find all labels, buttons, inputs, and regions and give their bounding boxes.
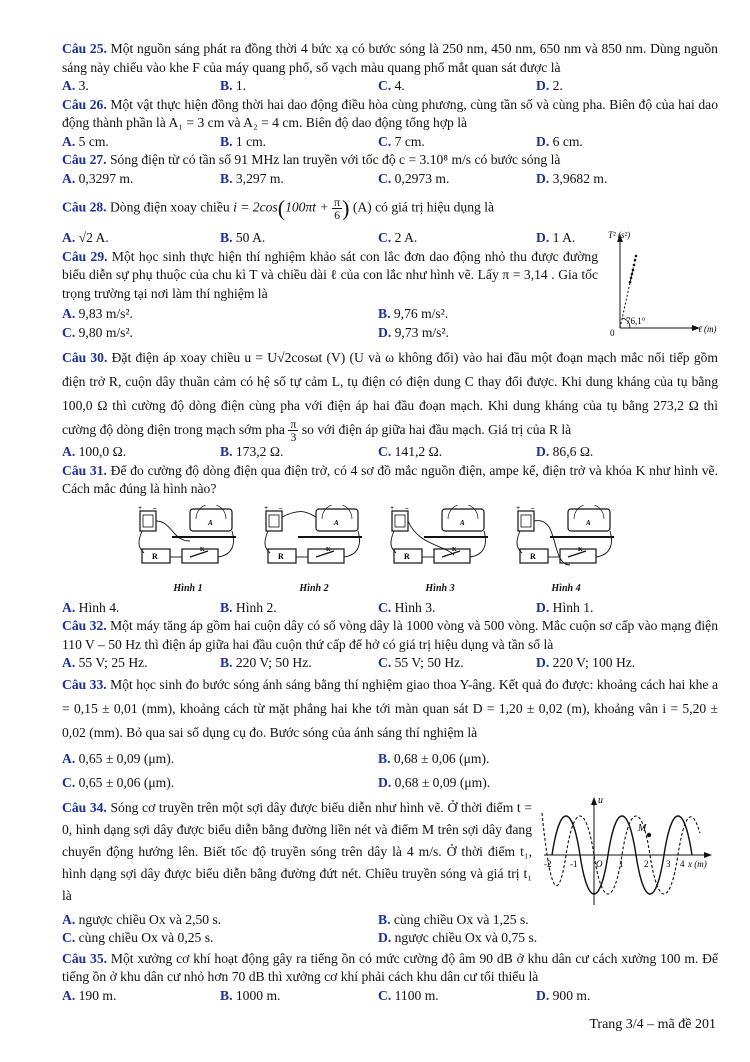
option[interactable]: C. 9,80 m/s². <box>62 324 133 340</box>
option[interactable]: B. 1 cm. <box>220 133 267 149</box>
option[interactable]: C. 0,65 ± 0,06 (μm). <box>62 774 175 790</box>
option[interactable]: C. 7 cm. <box>378 133 425 149</box>
question-25: Câu 25. Một nguồn sáng phát ra đồng thời 4 bức xạ có bước sóng là 250 nm, 450 nm, 650 nm và 850 nm. Dùng nguồn sáng này chiếu vào khe F của máy quang phổ, số vạch màu quang phổ mắt quan sát được là <box>62 41 718 75</box>
option[interactable]: A. 55 V; 25 Hz. <box>62 655 148 671</box>
question-34: Câu 34. Sóng cơ truyền trên một sợi dây được biểu diễn như hình vẽ. Ở thời điểm t = 0, hình dạng sợi dây được biểu diễn bằng đường liền nét và điểm M trên sợi dây đang chuyển động hướng lên. Biết tốc độ truyền sóng trên dây là 4 m/s. Ở thời điểm t₁, hình dạng sợi dây được biểu diễn bằng đường đứt nét. Chiều truyền sóng và giá trị t₁ là <box>62 799 532 903</box>
option[interactable]: C. 1100 m. <box>378 987 439 1003</box>
option[interactable]: B. 0,68 ± 0,06 (μm). <box>378 750 490 766</box>
question-32: Câu 32. Một máy tăng áp gồm hai cuộn dây có số vòng dây là 1000 vòng và 500 vòng. Mắc cuộn sơ cấp vào mạng điện 110 V – 50 Hz thì điện áp giữa hai đầu cuộn thứ cấp để hở có giá trị hiệu dụng và tần số là <box>62 618 718 652</box>
question-28: Câu 28. Dòng điện xoay chiều i = 2cos(100πt + $\frac{\pi}{6}$ ) (A) có giá trị hiệu dụng là <box>62 195 495 222</box>
q26-options <box>62 133 718 152</box>
svg-text:R: R <box>404 551 410 561</box>
origin-label: 0 <box>610 327 615 338</box>
option[interactable]: D. 86,6 Ω. <box>536 444 594 460</box>
svg-text:K: K <box>578 546 583 553</box>
figure-caption: Hình 1 <box>173 583 203 595</box>
q34-options <box>62 911 718 948</box>
option[interactable]: D. Hình 1. <box>536 599 594 615</box>
option[interactable]: A. 9,83 m/s². <box>62 306 133 321</box>
svg-text:+: + <box>390 504 394 512</box>
tick-label: 2 <box>644 858 649 869</box>
question-31: Câu 31. Để đo cường độ dòng điện qua điện trở, có 4 sơ đồ mắc nguồn điện, ampe kế, điện trở và khóa K như hình vẽ. Cách mắc đúng là hình nào? <box>62 462 718 497</box>
wave-graph <box>538 793 718 913</box>
question-26: Câu 26. Một vật thực hiện đồng thời hai dao động điều hòa cùng phương, cùng tần số và cùng pha. Biên độ của hai dao động thành phần là A₁ = 3 cm và A₂ = 4 cm. Biên độ dao động tổng hợp là <box>62 96 718 130</box>
q25-options <box>62 77 718 96</box>
q27-options <box>62 170 718 189</box>
svg-text:K: K <box>452 546 457 553</box>
tick-label: -1 <box>570 858 578 869</box>
circuit-diagram <box>258 505 370 573</box>
svg-text:–: – <box>279 504 283 512</box>
option[interactable]: C. 141,2 Ω. <box>378 444 443 460</box>
q32-options <box>62 654 718 673</box>
option[interactable]: D. 3,9682 m. <box>536 170 608 186</box>
option[interactable]: A. √2 A. <box>62 230 109 245</box>
svg-text:A: A <box>208 518 213 527</box>
x-axis-label: x (m) <box>688 858 707 869</box>
circuit-diagram <box>510 505 622 573</box>
origin-label: O <box>596 858 603 869</box>
question-33: Câu 33. Một học sinh đo bước sóng ánh sáng bằng thí nghiệm giao thoa Y-âng. Kết quả đo được: khoảng cách hai khe a = 0,15 ± 0,01 (mm), khoảng cách từ mặt phẳng hai khe tới màn quan sát D = 1,20 ± 0,02 (m), khoảng vân i = 5,20 ± 0,02 (mm). Bỏ qua sai số dụng cụ đo. Bước sóng của ánh sáng thí nghiệm là <box>62 676 718 740</box>
question-34-block <box>62 794 718 907</box>
option[interactable]: B. 220 V; 50 Hz. <box>220 655 312 671</box>
circuit-figures <box>132 505 718 599</box>
y-axis-arrow <box>591 797 597 805</box>
option[interactable]: A. 5 cm. <box>62 133 109 149</box>
circuit-figure-4 <box>510 505 622 599</box>
option[interactable]: D. 6 cm. <box>536 133 583 149</box>
option[interactable]: B. 173,2 Ω. <box>220 444 284 460</box>
q31-options <box>62 599 718 618</box>
option[interactable]: A. Hình 4. <box>62 599 120 615</box>
q29-options <box>62 305 598 342</box>
svg-text:R: R <box>278 551 284 561</box>
option[interactable]: D. 900 m. <box>536 987 591 1003</box>
svg-text:A: A <box>334 518 339 527</box>
option[interactable]: B. 1000 m. <box>220 987 281 1003</box>
option[interactable]: A. 100,0 Ω. <box>62 444 127 460</box>
svg-text:+: + <box>138 504 142 512</box>
option[interactable]: D. 1 A. <box>536 230 576 245</box>
angle-label: 76,1° <box>626 315 646 326</box>
circuit-diagram <box>384 505 496 573</box>
tick-label: 3 <box>666 858 671 869</box>
option[interactable]: A. ngược chiều Ox và 2,50 s. <box>62 911 222 927</box>
figure-caption: Hình 2 <box>299 583 329 595</box>
page-footer: Trang 3/4 – mã đề 201 <box>589 1017 716 1032</box>
option[interactable]: B. Hình 2. <box>220 599 277 615</box>
question-35: Câu 35. Một xưởng cơ khí hoạt động gây ra tiếng ồn có mức cường độ âm 90 dB ở khu dân cư cách xưởng 100 m. Để tiếng ồn ở khu dân cư nhỏ hơn 70 dB thì xưởng cơ khí phải cách khu dân cư tối thiểu là <box>62 950 718 985</box>
wave-dashed <box>542 813 700 894</box>
option[interactable]: D. 0,68 ± 0,09 (μm). <box>378 774 491 790</box>
option[interactable]: D. ngược chiều Ox và 0,75 s. <box>378 930 538 946</box>
svg-text:K: K <box>200 546 205 553</box>
figure-caption: Hình 3 <box>425 583 455 595</box>
circuit-diagram <box>132 505 244 573</box>
fraction: $\frac{\pi}{3}$ <box>290 417 297 445</box>
option[interactable]: A. 190 m. <box>62 987 117 1003</box>
q33-options <box>62 747 718 795</box>
exam-page <box>62 40 718 1005</box>
svg-text:+: + <box>516 504 520 512</box>
x-axis-arrow <box>704 852 712 858</box>
svg-text:A: A <box>460 518 465 527</box>
tick-label: -2 <box>544 858 552 869</box>
data-points <box>629 254 638 283</box>
svg-text:–: – <box>153 504 157 512</box>
option[interactable]: C. Hình 3. <box>378 599 436 615</box>
option[interactable]: D. 9,73 m/s². <box>378 324 449 340</box>
point-m-label: M <box>638 822 647 834</box>
svg-text:–: – <box>531 504 535 512</box>
question-29: Câu 29. Một học sinh thực hiện thí nghiệm khảo sát con lắc đơn dao động nhỏ thu được đường biểu diễn sự phụ thuộc của chu kì T và chiều dài ℓ của con lắc như hình vẽ. Lấy π = 3,14 . Gia tốc trọng trường tại nơi làm thí nghiệm là <box>62 248 598 301</box>
option[interactable]: C. 2 A. <box>378 230 418 245</box>
point-m <box>647 833 651 837</box>
svg-text:K: K <box>326 546 331 553</box>
svg-text:R: R <box>152 551 158 561</box>
q30-options <box>62 443 718 462</box>
circuit-figure-1 <box>132 505 244 599</box>
svg-text:–: – <box>405 504 409 512</box>
option[interactable]: A. 0,65 ± 0,09 (μm). <box>62 750 175 766</box>
option[interactable]: A. 3. <box>62 78 89 93</box>
option[interactable]: B. 9,76 m/s². <box>378 306 449 321</box>
circuit-figure-2 <box>258 505 370 599</box>
option[interactable]: C. 0,2973 m. <box>378 170 450 186</box>
option[interactable]: D. 220 V; 100 Hz. <box>536 655 636 671</box>
option[interactable]: A. 0,3297 m. <box>62 170 134 186</box>
option[interactable]: D. 2. <box>536 78 563 93</box>
option[interactable]: B. 3,297 m. <box>220 170 284 186</box>
figure-caption: Hình 4 <box>551 583 581 595</box>
tick-label: 4 <box>680 858 685 869</box>
option[interactable]: C. 55 V; 50 Hz. <box>378 655 464 671</box>
pendulum-graph <box>602 230 720 340</box>
svg-text:+: + <box>264 504 268 512</box>
question-30: Câu 30. Đặt điện áp xoay chiều u = U√2cosωt (V) (U và ω không đổi) vào hai đầu một đoạn mạch mắc nối tiếp gồm điện trở R, cuộn dây thuần cảm có hệ số tự cảm L, tụ điện có điện dung C thay đổi được. Khi dung kháng của tụ bằng 100,0 Ω thì cường độ dòng điện cùng pha với điện áp hai đầu đoạn mạch. Khi dung kháng của tụ bằng 273,2 Ω thì cường độ dòng điện trong mạch sớm pha $\frac{\pi}{3}$ so với điện áp giữa hai đầu mạch. Giá trị của R là <box>62 350 718 445</box>
fraction: $\frac{\pi}{6}$ <box>334 195 341 222</box>
question-27: Câu 27. Sóng điện từ có tần số 91 MHz lan truyền với tốc độ c = 3.10⁸ m/s có bước sóng là <box>62 152 561 167</box>
circuit-figure-3 <box>384 505 496 599</box>
tick-label: 1 <box>619 858 624 869</box>
option[interactable]: C. 4. <box>378 78 405 93</box>
y-axis-label: T² (s²) <box>608 229 631 240</box>
y-axis-label: u <box>598 794 603 806</box>
option[interactable]: C. cùng chiều Ox và 0,25 s. <box>62 930 214 946</box>
svg-text:R: R <box>530 551 536 561</box>
q35-options <box>62 987 718 1006</box>
option[interactable]: B. cùng chiều Ox và 1,25 s. <box>378 911 529 927</box>
option[interactable]: B. 1. <box>220 78 247 93</box>
option[interactable]: B. 50 A. <box>220 230 266 245</box>
x-axis-label: ℓ (m) <box>698 323 717 334</box>
svg-text:A: A <box>586 518 591 527</box>
